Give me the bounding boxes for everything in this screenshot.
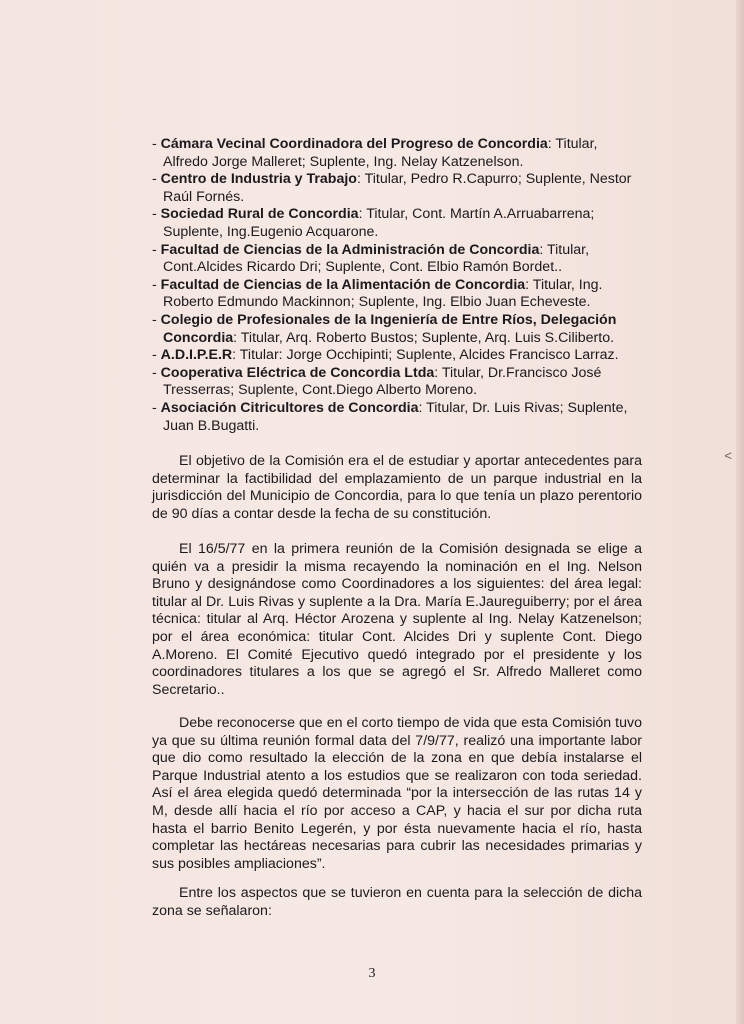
list-item: - Facultad de Ciencias de la Alimentación de Concordia: Titular, Ing. Roberto Edmundo Mackinnon; Suplente, Ing. Elbio Juan Echeveste. — [152, 276, 603, 311]
paragraph-objective: El objetivo de la Comisión era el de estudiar y aportar antecedentes para determinar la factibilidad del emplazamiento de un parque industrial en la jurisdicción del Municipio de Concordia, para lo que tenía un plazo perentorio de 90 días a contar desde la fecha de su constitución. — [152, 453, 642, 522]
paragraph-commission-work: Debe reconocerse que en el corto tiempo de vida que esta Comisión tuvo ya que su última reunión formal data del 7/9/77, realizó una importante labor que dio como resultado la elección de la zona en que debía instalarse el Parque Industrial atento a los estudios que se realizaron con toda seriedad. Así el área elegida quedó determinada “por la intersección de las rutas 14 y M, desde allí hacia el río por acceso a CAP, y hacia el sur por dicha ruta hasta el barrio Benito Legerén, y por ésta nuevamente hacia el río, hasta completar las hectáreas necesarias para cubrir las necesidades primarias y sus posibles ampliaciones”. — [152, 715, 642, 872]
organization-name: Cámara Vecinal Coordinadora del Progreso de Concordia — [160, 136, 548, 152]
member-details: : Titular, Cont. Martín A.Arruabarrena; Suplente, Ing.Eugenio Acquarone. — [163, 206, 595, 240]
organization-name: Sociedad Rural de Concordia — [160, 206, 359, 223]
list-item: - Facultad de Ciencias de la Administración de Concordia: Titular, Cont.Alcides Ricardo Dri; Suplente, Cont. Elbio Ramón Bordet.. — [152, 241, 590, 276]
member-details: : Titular, Alfredo Jorge Malleret; Suplente, Ing. Nelay Katzenelson. — [163, 136, 598, 170]
member-details: : Titular, Dr. Luis Rivas; Suplente, Juan B.Bugatti. — [163, 399, 628, 434]
list-item: - Asociación Citricultores de Concordia: Titular, Dr. Luis Rivas; Suplente, Juan B.Bugatti. — [152, 399, 628, 434]
organization-name: Asociación Citricultores de Concordia — [160, 399, 419, 416]
organization-name: Facultad de Ciencias de la Alimentación de Concordia — [160, 276, 526, 293]
member-details: : Titular, Ing. Roberto Edmundo Mackinnon; Suplente, Ing. Elbio Juan Echeveste. — [163, 276, 603, 311]
paper-edge — [736, 0, 744, 1024]
organization-name: Cooperativa Eléctrica de Concordia Ltda — [160, 364, 435, 381]
organization-name: Facultad de Ciencias de la Administración de Concordia — [160, 241, 540, 258]
list-item: - Sociedad Rural de Concordia: Titular, Cont. Martín A.Arruabarrena; Suplente, Ing.Eugenio Acquarone. — [152, 206, 595, 240]
list-item: - Colegio de Profesionales de la Ingeniería de Entre Ríos, Delegación Concordia: Titular, Arq. Roberto Bustos; Suplente, Arq. Luis S.Ciliberto. — [152, 311, 617, 346]
member-details: : Titular, Arq. Roberto Bustos; Suplente, Arq. Luis S.Ciliberto. — [233, 329, 615, 346]
paragraph-first-meeting: El 16/5/77 en la primera reunión de la Comisión designada se elige a quién va a presidir la misma recayendo la nominación en el Ing. Nelson Bruno y designándose como Coordinadores a los siguientes: del área legal: titular al Dr. Luis Rivas y suplente a la Dra. María E.Jaureguiberry; por el área técnica: titular al Arq. Héctor Arozena y suplente al Ing. Nelay Katzenelson; por el área económica: titular Cont. Alcides Dri y suplente Cont. Diego A.Moreno. El Comité Ejecutivo quedó integrado por el presidente y los coordinadores titulares a los que se agregó el Sr. Alfredo Malleret como Secretario.. — [152, 541, 642, 698]
list-item: - Centro de Industria y Trabajo: Titular, Pedro R.Capurro; Suplente, Nestor Raúl Fornés. — [152, 171, 632, 205]
commission-members-list — [152, 136, 642, 435]
member-details: : Titular, Cont.Alcides Ricardo Dri; Suplente, Cont. Elbio Ramón Bordet.. — [163, 241, 590, 276]
member-details: : Titular, Dr.Francisco José Tresserras; Suplente, Cont.Diego Alberto Moreno. — [163, 364, 602, 399]
margin-mark: < — [724, 448, 732, 463]
organization-name: Centro de Industria y Trabajo — [160, 171, 357, 188]
list-item: - A.D.I.P.E.R: Titular: Jorge Occhipinti; Suplente, Alcides Francisco Larraz. — [152, 347, 619, 364]
member-details: : Titular: Jorge Occhipinti; Suplente, Alcides Francisco Larraz. — [232, 347, 619, 364]
organization-name: Colegio de Profesionales de la Ingeniería de Entre Ríos, Delegación Concordia — [160, 311, 617, 346]
page-number: 3 — [368, 966, 376, 981]
organization-name: A.D.I.P.E.R — [160, 347, 233, 364]
member-details: : Titular, Pedro R.Capurro; Suplente, Nestor Raúl Fornés. — [163, 171, 632, 205]
list-item: - Cámara Vecinal Coordinadora del Progreso de Concordia: Titular, Alfredo Jorge Malleret; Suplente, Ing. Nelay Katzenelson. — [152, 136, 598, 170]
paragraph-selection-aspects: Entre los aspectos que se tuvieron en cuenta para la selección de dicha zona se señalaron: — [152, 885, 642, 919]
list-item: - Cooperativa Eléctrica de Concordia Ltda: Titular, Dr.Francisco José Tresserras; Suplente, Cont.Diego Alberto Moreno. — [152, 364, 602, 399]
